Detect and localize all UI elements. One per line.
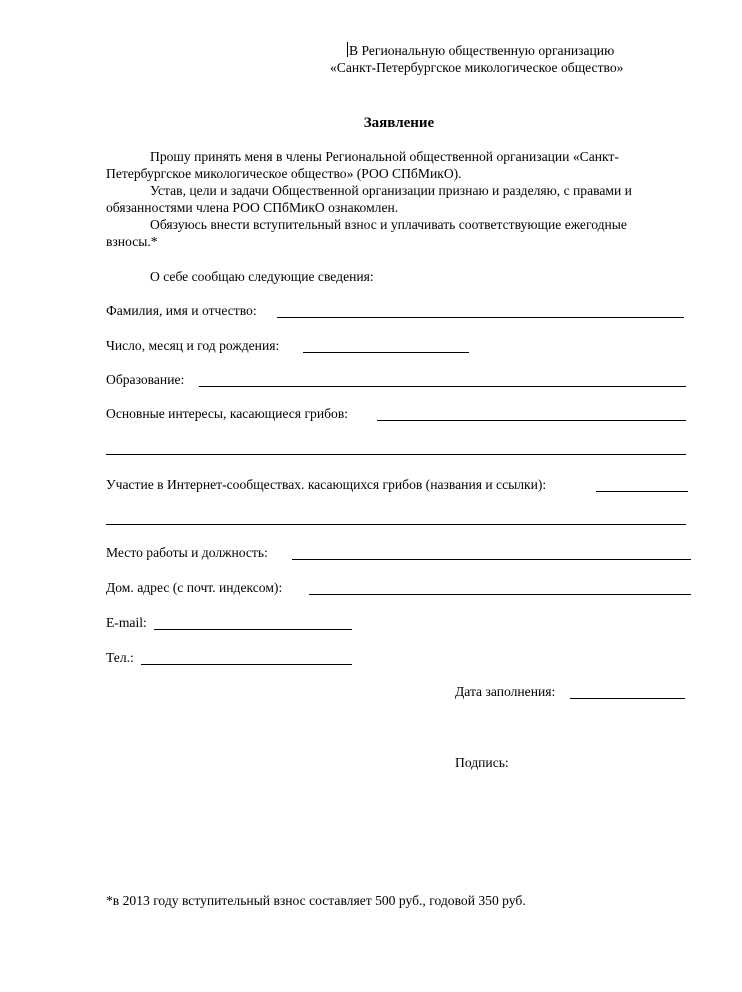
- field-interests-line[interactable]: [377, 420, 686, 421]
- text-cursor: [347, 42, 348, 57]
- field-dob-label: Число, месяц и год рождения:: [106, 338, 280, 353]
- recipient-line-1: В Региональную общественную организацию: [349, 43, 615, 58]
- intro-text: О себе сообщаю следующие сведения:: [150, 269, 374, 284]
- field-signature-label: Подпись:: [455, 755, 509, 770]
- field-work-line[interactable]: [292, 559, 691, 560]
- paragraph-2-line-2: обязанностями члена РОО СПбМикО ознакомлен.: [106, 200, 399, 215]
- field-phone-label: Тел.:: [106, 650, 134, 665]
- field-date-line[interactable]: [570, 698, 685, 699]
- field-phone-line[interactable]: [141, 664, 352, 665]
- field-work-label: Место работы и должность:: [106, 545, 268, 560]
- document-title: Заявление: [363, 115, 435, 131]
- paragraph-2-line-1: Устав, цели и задачи Общественной организации признаю и разделяю, с правами и: [150, 183, 632, 198]
- paragraph-3-line-1: Обязуюсь внести вступительный взнос и уплачивать соответствующие ежегодные: [150, 217, 627, 232]
- field-address-label: Дом. адрес (с почт. индексом):: [106, 580, 283, 595]
- field-name-label: Фамилия, имя и отчество:: [106, 303, 257, 318]
- field-email-label: E-mail:: [106, 615, 147, 630]
- field-internet-line-2[interactable]: [106, 524, 686, 525]
- field-address-line[interactable]: [309, 594, 691, 595]
- field-name-line[interactable]: [277, 317, 684, 318]
- recipient-line-2: «Санкт-Петербургское микологическое общество»: [330, 60, 624, 75]
- paragraph-1-line-1: Прошу принять меня в члены Региональной общественной организации «Санкт-: [150, 149, 619, 164]
- field-interests-line-2[interactable]: [106, 454, 686, 455]
- field-date-label: Дата заполнения:: [455, 684, 556, 699]
- field-email-line[interactable]: [154, 629, 352, 630]
- field-interests-label: Основные интересы, касающиеся грибов:: [106, 406, 349, 421]
- footnote: *в 2013 году вступительный взнос составляет 500 руб., годовой 350 руб.: [106, 893, 526, 908]
- field-internet-label: Участие в Интернет-сообществах. касающихся грибов (названия и ссылки):: [106, 477, 547, 492]
- field-dob-line[interactable]: [303, 352, 469, 353]
- field-education-line[interactable]: [199, 386, 686, 387]
- field-internet-line[interactable]: [596, 491, 688, 492]
- paragraph-1-line-2: Петербургское микологическое общество» (РОО СПбМикО).: [106, 166, 462, 181]
- field-education-label: Образование:: [106, 372, 185, 387]
- paragraph-3-line-2: взносы.*: [106, 234, 158, 249]
